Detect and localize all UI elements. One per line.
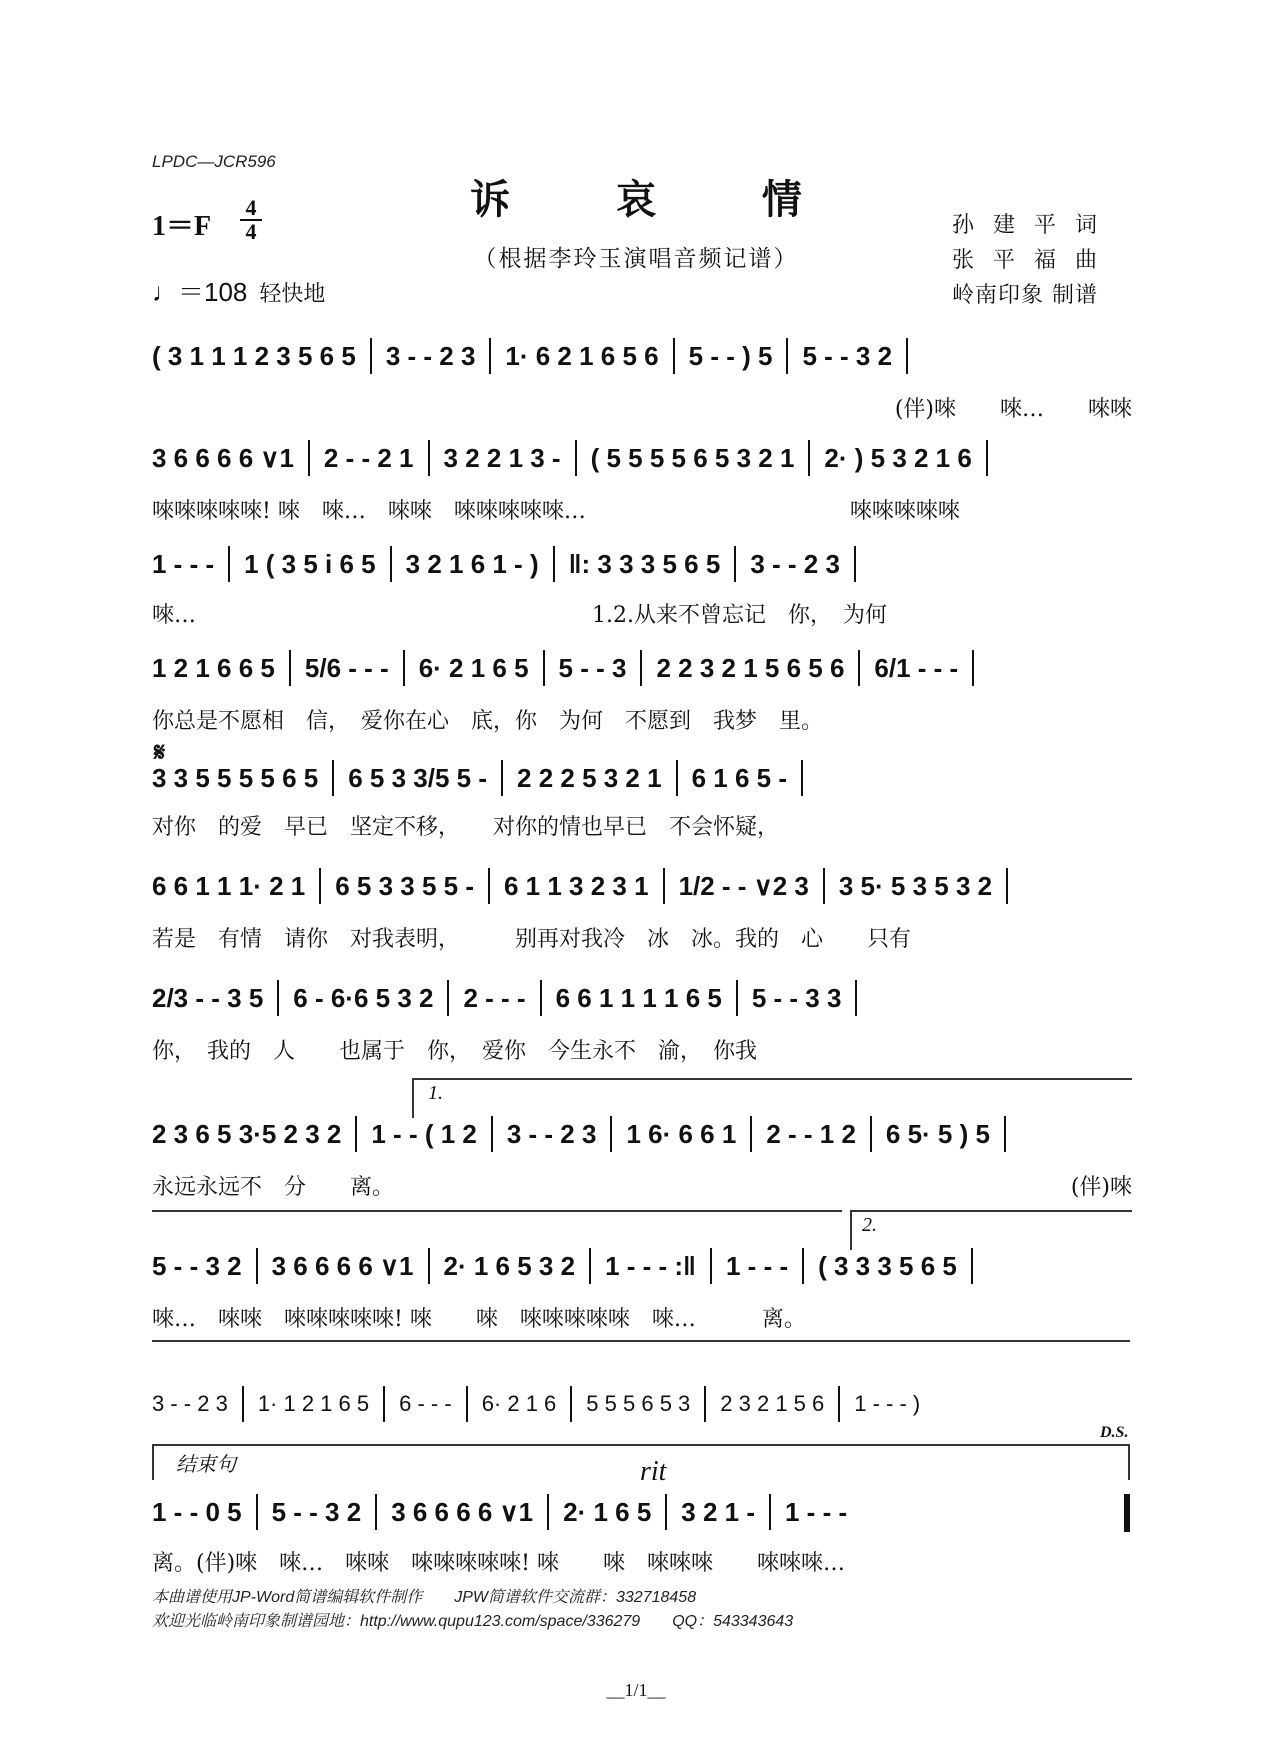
measure: 5 5 5 6 5 3: [586, 1391, 691, 1416]
measure: 6 6 1 1 1· 2 1: [152, 870, 306, 901]
measure: 3 6 6 6 6 ∨1: [271, 1250, 414, 1281]
system-11-notes: [152, 1490, 1132, 1534]
measure: 3 6 6 6 6 ∨1: [152, 442, 294, 473]
system-8-notes: [152, 1112, 1132, 1156]
measure: 2 2 3 2 1 5 6 5 6: [656, 652, 845, 683]
measure: 2 3 2 1 5 6: [720, 1391, 825, 1416]
footer-software-note: 本曲谱使用JP-Word简谱编辑软件制作 JPW简谱软件交流群：332718458: [152, 1589, 697, 1606]
measure: 6 5· 5 ) 5: [885, 1118, 990, 1149]
measure: 2 3 6 5 3·5 2 3 2: [152, 1118, 342, 1149]
time-signature-bottom: 4: [245, 219, 257, 244]
measure: 2· 1 6 5: [563, 1496, 652, 1527]
volta-2-label: 2.: [862, 1214, 877, 1236]
measure: 5 - - 3 2: [802, 340, 893, 371]
key-signature: 1＝F: [152, 211, 212, 242]
system-9-notes: [152, 1244, 1132, 1288]
measure: 3 2 2 1 3 -: [443, 442, 561, 473]
segno-icon: 𝄋: [154, 738, 166, 768]
measure: 6/1 - - -: [874, 652, 959, 683]
volta-1-continuation: [152, 1210, 842, 1212]
measure: 2/3 - - 3 5: [152, 982, 264, 1013]
measure: 5 - - 3 3: [751, 982, 842, 1013]
system-7-lyrics: 你， 我的 人 也属于 你， 爱你 今生永不 渝， 你我: [152, 1039, 758, 1064]
measure: 2· 1 6 5 3 2: [443, 1250, 576, 1281]
measure: ( 3 3 3 5 6 5: [818, 1250, 957, 1281]
system-6-lyrics: 若是 有情 请你 对我表明， 别再对我冷 冰 冰。我的 心 只有: [152, 927, 912, 952]
measure: 1· 6 2 1 6 5 6: [505, 340, 659, 371]
measure: 1/2 - - ∨2 3: [678, 870, 809, 901]
measure: 2 2 2 5 3 2 1: [517, 762, 662, 793]
measure: 1 - - - ): [854, 1391, 921, 1416]
system-3-notes: [152, 542, 1132, 586]
repeat-start-measure: ‖: 3 3 3 5 6 5: [568, 548, 721, 579]
measure: 1 ( 3 5 i 6 5: [244, 548, 376, 579]
footer-website-note: 欢迎光临岭南印象制谱园地：http://www.qupu123.com/space/336279 QQ：543343643: [152, 1613, 794, 1630]
tempo-expression: 轻快地: [259, 282, 326, 307]
measure: 1· 1 2 1 6 5: [257, 1391, 370, 1416]
measure: 6· 2 1 6: [481, 1391, 557, 1416]
measure: 3 2 1 -: [681, 1496, 755, 1527]
measure: 6· 2 1 6 5: [418, 652, 529, 683]
measure: 6 6 1 1 1 1 6 5: [555, 982, 722, 1013]
measure: 1 6· 6 6 1: [626, 1118, 737, 1149]
measure: 3 - - 2 3: [385, 340, 476, 371]
system-4-lyrics: 你总是不愿相 信， 爱你在心 底，你 为何 不愿到 我梦 里。: [152, 709, 824, 734]
measure: 2 - - 2 1: [323, 442, 414, 473]
measure: 1 - - -: [152, 548, 215, 579]
page-number: __1/1__: [606, 1680, 666, 1700]
system-5-lyrics: 对你 的爱 早已 坚定不移， 对你的情也早已 不会怀疑，: [152, 815, 780, 840]
measure: 3 - - 2 3: [750, 548, 840, 579]
measure: 6 - 6·6 5 3 2: [293, 982, 434, 1013]
measure: 3 5· 5 3 5 3 2: [838, 870, 993, 901]
measure: 5 - - 3: [558, 652, 627, 683]
system-5-notes: [152, 756, 1132, 800]
measure: 6 - - -: [399, 1391, 452, 1416]
measure: ( 3 1 1 1 2 3 5 6 5: [152, 340, 356, 371]
measure: 6 1 1 3 2 3 1: [504, 870, 649, 901]
tempo-value: ＝108: [178, 277, 248, 307]
system-7-notes: [152, 976, 1132, 1020]
measure: 6 1 6 5 -: [691, 762, 787, 793]
song-title: 诉 哀 情: [470, 176, 848, 223]
measure: 3 2 1 6 1 - ): [405, 548, 539, 579]
measure: 2 - - -: [463, 982, 526, 1013]
interlude-line: [152, 1340, 1130, 1342]
tempo-marking: [152, 272, 325, 309]
measure: 3 6 6 6 6 ∨1: [391, 1496, 534, 1527]
measure: 5 - - 3 2: [271, 1496, 362, 1527]
measure: 3 - - 2 3: [152, 1391, 228, 1416]
time-signature: [240, 195, 262, 244]
system-10-notes: [152, 1382, 1132, 1426]
system-2-lyrics: 唻唻唻唻唻! 唻 唻… 唻唻 唻唻唻唻唻… 唻唻唻唻唻: [152, 499, 960, 524]
system-1-lyrics: (伴)唻 唻… 唻唻: [894, 397, 1132, 422]
system-11-lyrics: 离。(伴)唻 唻… 唻唻 唻唻唻唻唻! 唻 唻 唻唻唻 唻唻唻…: [152, 1551, 846, 1576]
final-barline: [1124, 1494, 1130, 1532]
time-signature-top: 4: [245, 195, 257, 220]
system-2-notes: [152, 436, 1132, 480]
system-9-lyrics: 唻… 唻唻 唻唻唻唻唻! 唻 唻 唻唻唻唻唻 唻… 离。: [152, 1307, 806, 1332]
measure: 1 2 1 6 6 5: [152, 652, 275, 683]
measure: 1 - - ( 1 2: [371, 1118, 477, 1149]
dal-segno-marking: D.S.: [1100, 1424, 1129, 1441]
measure: 1 - - 0 5: [152, 1496, 242, 1527]
measure: 5 - - ) 5: [688, 340, 773, 371]
system-6-notes: [152, 864, 1132, 908]
song-subtitle: （根据李玲玉演唱音频记谱）: [473, 246, 799, 272]
measure: 3 3 5 5 5 5 6 5: [152, 762, 319, 793]
score-code: LPDC—JCR596: [152, 152, 276, 171]
measure: 6 5 3 3/5 5 -: [348, 762, 488, 793]
ritardando-marking: rit: [640, 1456, 667, 1487]
measure: 1 - - -: [726, 1250, 789, 1281]
repeat-end-measure: 1 - - - :‖: [605, 1250, 696, 1281]
ending-label: 结束句: [176, 1452, 236, 1476]
measure: 5 - - 3 2: [152, 1250, 242, 1281]
system-8-lyrics: 永远永远不 分 离。: [152, 1175, 395, 1200]
credits: [952, 208, 1103, 313]
quarter-note-icon: ♩: [152, 277, 178, 307]
measure: 3 - - 2 3: [506, 1118, 597, 1149]
system-8-lyrics-right: (伴)唻: [1070, 1175, 1132, 1200]
measure: 1 - - -: [785, 1496, 848, 1527]
volta-1-label: 1.: [428, 1082, 443, 1104]
system-3-lyrics: 唻… 1.2.从来不曾忘记 你， 为何: [152, 603, 887, 628]
lyricist: 孙 建 平 词: [952, 213, 1103, 238]
measure: ( 5 5 5 5 6 5 3 2 1: [590, 442, 795, 473]
measure: 6 5 3 3 5 5 -: [335, 870, 474, 901]
measure: 2· ) 5 3 2 1 6: [824, 442, 972, 473]
composer: 张 平 福 曲: [952, 248, 1103, 273]
system-4-notes: [152, 646, 1132, 690]
measure: 2 - - 1 2: [766, 1118, 856, 1149]
system-1-notes: [152, 334, 1132, 378]
arranger: 岭南印象 制谱: [952, 283, 1098, 308]
measure: 5/6 - - -: [304, 652, 389, 683]
